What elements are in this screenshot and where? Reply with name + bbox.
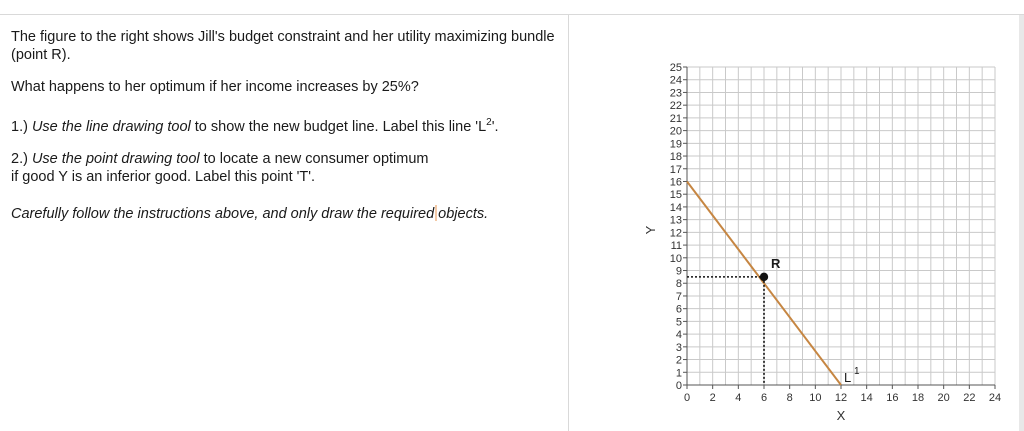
x-tick-label: 16 [886,392,899,404]
note-text-before: Carefully follow the instructions above, and only draw the required [11,206,435,222]
graph-grid [687,67,995,385]
y-tick-label: 5 [675,316,682,329]
step1-prefix: 1.) [11,119,32,135]
question-intro: The figure to the right shows Jill's budget constraint and her utility maximizing bundle (point R). [11,29,555,63]
x-tick-label: 2 [709,392,716,404]
y-tick-label: 18 [669,151,682,164]
x-tick-label: 18 [911,392,925,404]
y-tick-label: 3 [675,341,682,354]
y-tick-label: 23 [669,87,682,100]
step2-text: to locate a new consumer optimum [199,151,429,167]
y-tick-label: 19 [669,138,682,151]
y-tick-label: 14 [669,201,682,214]
instruction-note [11,205,556,223]
text-cursor [435,205,437,221]
y-tick-label: 0 [675,380,682,392]
question-prompt: What happens to her optimum if her income increases by 25%? [11,79,419,95]
y-tick-label: 17 [669,163,682,176]
step1-superscript: 2 [486,117,492,128]
graph-ticks [670,62,1001,404]
x-tick-label: 12 [834,392,848,404]
x-tick-label: 4 [735,392,742,404]
x-tick-label: 0 [683,392,691,404]
scrollbar-track[interactable] [1019,15,1024,431]
point-r-label: R [771,255,781,271]
note-text-after: objects. [438,206,489,222]
point-tool-reference: Use the point drawing tool [31,151,200,167]
y-tick-label: 24 [669,74,682,87]
y-tick-label: 15 [669,189,682,202]
y-tick-label: 21 [669,112,682,125]
budget-line-label: L [844,370,852,385]
y-tick-label: 16 [669,176,682,189]
instruction-step-2 [11,150,556,186]
y-axis-title: Y [643,225,658,235]
x-axis-title: X [836,408,846,423]
budget-constraint-graph[interactable] [570,15,1010,429]
y-tick-label: 22 [669,100,682,113]
y-tick-label: 10 [669,252,682,265]
x-tick-label: 6 [760,392,768,404]
y-tick-label: 12 [669,227,682,240]
y-tick-label: 4 [675,329,682,342]
question-panel [0,15,569,431]
step2-prefix: 2.) [11,151,32,167]
step1-text: to show the new budget line. Label this line 'L [190,119,487,135]
x-tick-label: 22 [963,392,976,404]
x-tick-label: 24 [988,392,1002,404]
y-tick-label: 20 [669,125,682,138]
y-tick-label: 6 [675,303,682,316]
y-tick-label: 9 [675,265,682,278]
x-tick-label: 8 [786,392,793,404]
y-tick-label: 1 [675,367,682,380]
point-r[interactable] [760,273,768,281]
y-tick-label: 11 [670,240,682,253]
step2-text-line2: if good Y is an inferior good. Label this point 'T'. [11,169,316,185]
y-tick-label: 25 [669,62,682,74]
y-tick-label: 13 [669,214,682,227]
step1-end: '. [491,119,499,135]
instruction-step-1 [11,118,556,136]
x-tick-label: 20 [937,392,950,404]
line-tool-reference: Use the line drawing tool [31,119,191,135]
y-tick-label: 8 [675,278,682,291]
y-tick-label: 2 [675,354,682,367]
budget-line-label-sup: 1 [854,366,860,377]
x-tick-label: 10 [809,392,822,404]
y-tick-label: 7 [675,290,682,303]
x-tick-label: 14 [860,392,873,404]
